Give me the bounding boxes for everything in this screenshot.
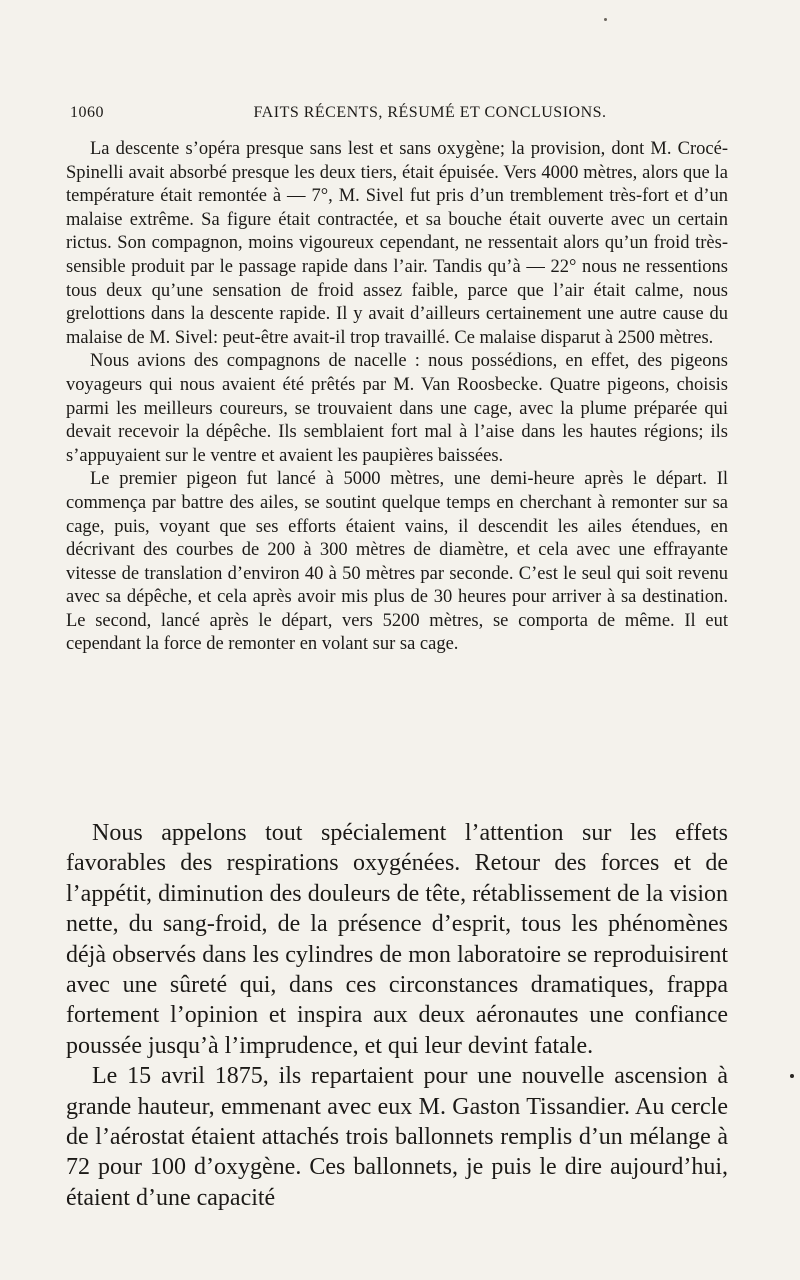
margin-dot (790, 1074, 794, 1078)
print-speck (604, 18, 607, 21)
paragraph: Nous appelons tout spécialement l’attention sur les effets favorables des respirations oxygénées. Retour des forces et de l’appétit, diminution des douleurs de tête, rétablissement de la vision nette, du sang-froid, de la présence d’esprit, tous les phénomènes déjà observés dans les cylindres de mon laboratoire se reproduisirent avec une sûreté qui, dans ces circonstances dramatiques, frappa fortement l’opinion et inspira aux deux aéronautes une confiance poussée jusqu’à l’imprudence, et qui leur devint fatale. (66, 820, 728, 1059)
paragraph: Le premier pigeon fut lancé à 5000 mètres, une demi-heure après le départ. Il commença par battre des ailes, se soutint quelque temps en cherchant à remonter sur sa cage, puis, voyant que ses efforts étaient vains, il descendit les ailes étendues, en décrivant des courbes de 200 à 300 mètres de diamètre, et cela avec une effrayante vitesse de translation d’environ 40 à 50 mètres par seconde. C’est le seul qui soit revenu avec sa dépêche, et cela après avoir mis plus de 30 heures pour arriver à sa destination. Le second, lancé après le départ, vers 5200 mètres, se comporta de même. Il eut cependant la force de remonter en volant sur sa cage. (66, 469, 728, 655)
running-title: FAITS RÉCENTS, RÉSUMÉ ET CONCLUSIONS. (253, 104, 607, 121)
paragraph: La descente s’opéra presque sans lest et sans oxygène; la provision, dont M. Crocé-Spinelli avait absorbé presque les deux tiers, était épuisée. Vers 4000 mètres, alors que la température était remontée à — 7°, M. Sivel fut pris d’un tremblement très-fort et d’un malaise extrême. Sa figure était contractée, et sa bouche était ouverte avec un certain rictus. Son compagnon, moins vigoureux cependant, ne ressentait alors qu’un froid très-sensible produit par le passage rapide dans l’air. Tandis qu’à — 22° nous ne ressentions tous deux qu’une sensation de froid assez faible, parce que l’air était calme, nous grelottions dans la descente rapide. Il y avait d’ailleurs certainement une autre cause du malaise de M. Sivel: peut-être avait-il trop travaillé. Ce malaise disparut à 2500 mètres. (66, 139, 728, 348)
large-print-section (66, 818, 728, 1213)
paragraph: Le 15 avril 1875, ils repartaient pour une nouvelle ascension à grande hauteur, emmenant avec eux M. Gaston Tissandier. Au cercle de l’aérostat étaient attachés trois ballonnets remplis d’un mélange à 72 pour 100 d’oxygène. Ces ballonnets, je puis le dire aujourd’hui, étaient d’une capacité (66, 1063, 728, 1211)
page-number: 1060 (70, 104, 104, 121)
page-header (70, 104, 730, 128)
paragraph: Nous avions des compagnons de nacelle : nous possédions, en effet, des pigeons voyageurs qui nous avaient été prêtés par M. Van Roosbecke. Quatre pigeons, choisis parmi les meilleurs coureurs, se trouvaient dans une cage, avec la plume préparée qui devait recevoir la dépêche. Ils semblaient fort mal à l’aise dans les hautes régions; ils s’appuyaient sur le ventre et avaient les paupières baissées. (66, 351, 728, 466)
small-print-section (66, 138, 728, 657)
